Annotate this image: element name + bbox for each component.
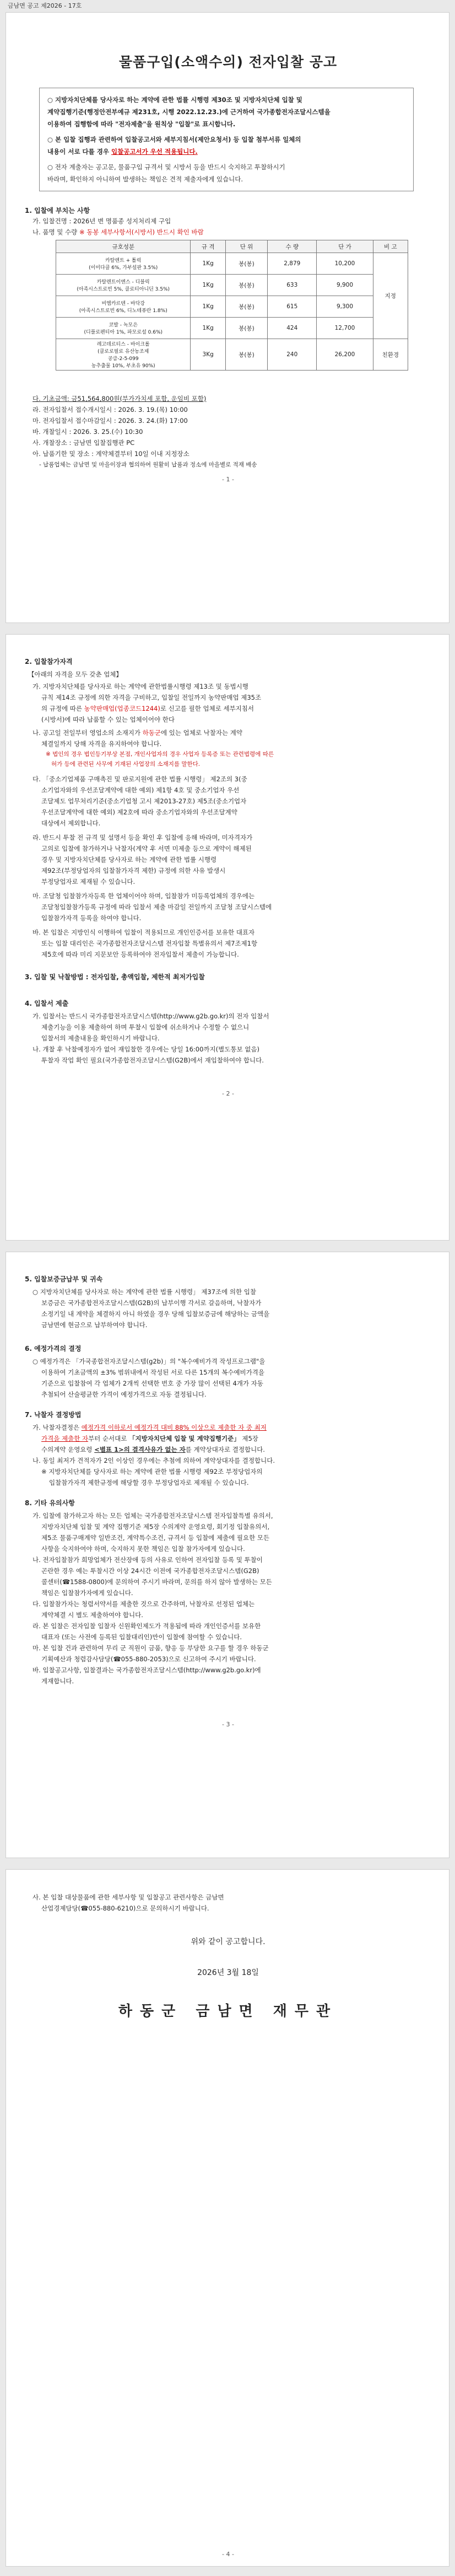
award-bold-text: 「지방자치단체 입찰 및 계약집행기준」 [129,1435,240,1442]
table-cell: 9,900 [317,275,373,296]
qual-line: 또는 입찰 대리인은 국가종합전자조달시스템 전자입찰 특별유의서 제7조제1항 [41,940,258,947]
deposit-line: 금남면에 현금으로 납부하여야 합니다. [41,1321,148,1329]
qual-line: 경우 및 지방자치단체를 당사자로 하는 계약에 관한 법률 시행령 [41,856,217,863]
opening-place: 사. 개찰장소 : 금남면 입찰집행관 PC [32,439,135,447]
submit-line: 입찰서의 제출내용을 확인하시기 바랍니다. [41,1034,160,1042]
note-line: 게재합니다. [41,1677,74,1685]
table-cell: 봉(봉) [225,318,267,339]
note-line: 지방자치단체 입찰 및 계약 집행기준 제5장 수의계약 운영요령, 회기정 입찰유의서, [41,1523,270,1531]
qualification-5 [32,890,272,924]
other-notes [32,1510,273,1687]
note-line: 마. 본 입찰 건과 관련하여 무리 군 직원이 금품, 향응 등 부당한 요구를 할 경우 하동군 [32,1644,269,1652]
table-cell: 26,200 [317,339,373,371]
submit-line: 제출기능을 이용 제출하여 하며 투찰시 입찰에 쉬소하거나 수정할 수 없으니 [41,1023,250,1031]
qual-note: ※ 법인의 경우 법인등기부상 본점, 개인사업자의 경우 사업자 등록증 또는 관련법령에 따른 [46,751,274,758]
table-cell: 9,300 [317,296,373,318]
page-title: 물품구입(소액수의) 전자입찰 공고 [118,54,338,70]
table-header: 수 량 [268,240,317,253]
award-method [32,1422,275,1488]
table-cell: 코발 - 녹모은 (디플로펜티아 1%, 파모로설 0.6%) [56,318,191,339]
submit-line: 투찰자 작업 확인 필요(국가종합전자조달시스템(G2B)에서 재입찰하여야 합니다. [41,1056,264,1064]
notice-text: ○ 본 입찰 집행과 관련하여 입찰공고서와 세부지침서(제안요청서) 등 입찰 첨부서류 일체의 [47,136,301,143]
inquiry-line: 산업경제담당(☎055-880-6210)으로 문의하시기 바랍니다. [41,1904,209,1912]
note-line: 기획예산과 청렴감사담당(☎055-880-2053)으로 신고하여 주시기 바랍니다. [41,1655,256,1663]
table-cell: 봉(봉) [225,253,267,275]
bid-submission [32,1011,269,1066]
issuer-signature: 하동군 금남면 재무관 [118,2003,338,2020]
table-header: 단 가 [317,240,373,253]
table-cell: 3Kg [191,339,225,371]
note-line: 콜센터(☎1588-0800)에 문의하여 주시기 바라며, 문의를 하지 않아 발생하는 모든 [41,1578,272,1586]
qual-line: 소기업자와의 우선조달계약에 대한 예외) 제1항 4호 및 중소기업자 우선 [41,786,240,794]
qual-line: 체결일까지 당해 자격을 유지하여야 합니다. [41,740,162,748]
delivery-terms: 아. 납품기한 및 장소 : 계약체결부터 10일 이내 지정장소 [32,450,189,458]
section-2-title: 2. 입찰참가자격 [25,658,73,666]
page-3 [6,1252,449,1858]
item-qty [32,227,204,238]
award-line: ※ 지방자치단체를 당사자로 하는 계약에 관한 법률 시행령 제92조 부정당업자의 [41,1468,263,1475]
qualification-4 [32,832,252,887]
price-line: ○ 예정가격은 「가국종합전자조달시스템(g2b)」의 "복수예비가격 작성프로그램"을 [32,1357,266,1365]
submit-line: 나. 개찰 후 낙찰예정자가 없어 재입찰한 경우에는 당일 16:00까지(별도통보 없음) [32,1045,259,1053]
doc-number: 금남면 공고 제2026 - 17호 [8,2,82,9]
table-cell: 10,200 [317,253,373,275]
estimated-price-text [32,1356,265,1400]
base-price-text: 다. 기초금액: 금51,564,800원(부가가치세 포함, 운임비 포함) [32,395,207,402]
notice-text: 바라며, 확인하지 아니하여 발생하는 책임은 견적 제출자에게 있습니다. [47,175,243,183]
table-row [56,318,408,339]
table-cell: 봉(봉) [225,275,267,296]
table-cell: 1Kg [191,275,225,296]
page-number: - 3 - [222,1721,234,1728]
table-header: 규 격 [191,240,225,253]
table-cell: 봉(봉) [225,296,267,318]
page-number: - 1 - [222,476,234,483]
award-text: 가. 낙찰자결정은 [32,1424,82,1431]
section-8-title: 8. 기타 유의사항 [25,1499,75,1507]
table-header-row [56,240,408,253]
section-5-title: 5. 입찰보증금납부 및 귀속 [25,1275,103,1283]
qual-red-text: 하동군 [142,729,161,737]
note-line: 곤란한 경우 예는 투찰시간 이상 24시간 이전에 국가종합전자조달시스템(G2B) [41,1567,259,1575]
announcement-date: 2026년 3월 18일 [197,1968,259,1977]
qual-line: 우선조달계약에 대한 예외) 제2호에 따라 중소기업자와의 우선조달계약 [41,808,237,816]
table-cell: 카탈렌트 + 톨릭 (이미다클 6%, 가부설판 3.5%) [56,253,191,275]
table-cell: 봉(봉) [225,339,267,371]
section-2-intro: 【아래의 자격을 모두 갖춘 업체】 [28,670,122,678]
award-text: 제5장 [240,1435,258,1442]
award-bold-text: <별표 1>의 결격사유가 없는 자 [94,1446,186,1453]
deposit-text [32,1286,269,1330]
notice-box [39,88,414,191]
note-line: 대표자 (또는 사전에 등록된 입찰대리인)만이 입찰에 참여할 수 있습니다. [41,1633,242,1641]
note-line: 사항을 숙지하여야 하며, 숙지하지 못한 책임은 입찰 참가자에게 있습니다. [41,1545,245,1553]
note-line: 바. 입찰공고사항, 입찰결과는 국가종합전자조달시스템(http://www.g2b.go.kr)에 [32,1666,261,1674]
qual-line: 라. 반드시 투찰 전 규격 및 설명서 등을 확인 후 입찰에 응해 바라며, 미자격자가 [32,834,253,841]
table-header: 비 고 [373,240,408,253]
qual-line: 조달제도 업무처리기준(중소기업청 고시 제2013-27호) 제5조(중소기업자 [41,797,247,805]
note-line: 다. 입찰참가자는 청렴서약서를 제출한 것으로 간주하며, 낙찰자로 선정된 업체는 [32,1600,255,1608]
table-cell: 615 [268,296,317,318]
deposit-line: 소정기일 내 계약을 체결하지 아니 하였을 경우 당해 입찰보증금에 해당하는 금액을 [41,1310,270,1318]
table-cell: 633 [268,275,317,296]
table-cell: 친환경 [373,339,408,371]
section-6-title: 6. 예정가격의 결정 [25,1345,82,1353]
open-date: 라. 전자입찰서 접수개시일시 : 2026. 3. 19.(목) 10:00 [32,406,188,414]
qual-line: 제92조(부정당업자의 입찰참가자격 제한) 규정에 의한 사유 발생시 [41,867,226,874]
doc-header [0,0,455,10]
qual-line: 제5호에 따라 미리 지문보안 등록하여야 전자입찰서 제출이 가능합니다. [41,951,239,958]
table-cell: 1Kg [191,296,225,318]
notice-text: 이용하여 집행함에 따라 "전자제출"을 원칙상 "입찰"로 표시합니다. [47,120,236,128]
qualification-3 [32,774,247,829]
note-line: 제5조 물품구매계약 일반조건, 계약특수조건, 규격서 등 입찰에 제출에 필요한 모든 [41,1534,270,1542]
qual-line [32,703,261,714]
qual-line: (시방서)에 따라 납품할 수 있는 업체이어야 한다 [41,716,175,723]
table-cell: 240 [268,339,317,371]
qualification-6 [32,927,257,960]
award-line [32,1444,275,1455]
page-2 [6,634,449,1241]
notice-red-text: 입찰공고서가 우선 적용됩니다. [111,148,198,155]
table-header: 규호성분 [56,240,191,253]
table-header: 단 위 [225,240,267,253]
deposit-line: 보증금은 국가종합전자조달시스템(G2B)의 납부이행 각서로 갈음하며, 낙찰자가 [41,1299,262,1307]
award-line: 입찰참가자격 제한규정에 해당할 경우 부정당업자로 제재될 수 있습니다. [49,1479,249,1486]
page-number: - 2 - [222,1090,234,1097]
table-cell: 레고데르티스 - 바이크롤 (클로로필로 유산농조제 공급-2-5-099 농추출물 10%, 부초유 90%) [56,339,191,371]
award-line: 나. 동일 최저가 견적자가 2인 이상인 경우에는 추첨에 의하여 계약상대자를 결정합니다. [32,1457,275,1464]
table-cell: 카탈렌트이엔스 - 디블릭 (아족시스트로빈 5%, 클로티아니딘 3.5%) [56,275,191,296]
opening-date: 바. 개찰일시 : 2026. 3. 25.(수) 10:30 [32,428,143,436]
qual-line: 바. 본 입찰은 지방인식 이행하여 입찰이 적용되므로 개인인증서를 보유한 대표자 [32,929,255,936]
page-1 [6,12,449,623]
close-date: 마. 전자입찰서 접수마감일시 : 2026. 3. 24.(화) 17:00 [32,417,188,425]
notice-text: 내용이 서로 다를 경우 [47,148,111,155]
delivery-note: - 납품업체는 금남면 및 마을이장과 협의하여 원활히 납품과 정소에 마을별로 적재 배송 [39,461,257,468]
item-name: 가. 입찰건명 : 2026년 변 명품종 성지처리제 구입 [32,217,171,225]
note-line: 나. 전자입찰참가 희망업체가 전산장애 등의 사유로 인하여 전자입찰 등록 및 투찰이 [32,1556,263,1564]
section-7-title: 7. 낙찰자 결정방법 [25,1411,82,1419]
inquiry-line: 사. 본 입찰 대상물품에 관한 세부사항 및 입찰공고 관련사항은 금남면 [32,1893,224,1901]
section-1-title: 1. 입찰에 부치는 사항 [25,207,90,214]
table-cell: 1Kg [191,318,225,339]
qual-line: 대상에서 제외합니다. [41,819,101,827]
notice-text: ○ 지방자치단체를 당사자로 하는 계약에 관한 법률 시행령 제30조 및 지방자치단체 입찰 및 [47,96,302,104]
note-line: 책임은 입찰참가자에게 있습니다. [41,1589,133,1597]
page-number: - 4 - [222,2551,234,2558]
qual-line: 다. 「중소기업제품 구매촉진 및 판로지원에 관한 법률 시행령」 제2조의 3(중 [32,775,247,783]
base-price [32,393,206,404]
award-red-text: 예정가격 이하로서 예정가격 대비 88% 이상으로 제출한 자 중 최저 [81,1424,267,1431]
note-line: 라. 본 입찰은 전자입찰 입찰자 신원확인제도가 적용됨에 따라 개인인증서를 보유한 [32,1622,261,1630]
qual-text: 의 규정에 따른 [41,705,84,712]
item-qty-label: 나. 품명 및 수량 [32,228,79,236]
price-line: 이용하여 기초금액의 ±3% 범위내에서 작성된 서로 다른 15개의 복수예비가격을 [41,1368,265,1376]
award-text: 를 계약상대자로 결정합니다. [185,1446,265,1453]
qual-line: 마. 조달청 입찰참가자등록 한 업체이어야 하며, 입찰참가 미등록업체의 경우에는 [32,892,255,900]
qual-note: 허가 등에 관련된 사무에 기재된 사업장의 소재지를 말한다. [51,761,201,768]
note-line: 계약체결 시 별도 제출하여야 합니다. [41,1611,143,1619]
award-line [32,1433,275,1444]
notice-text: 계약집행기준(행정안전부예규 제231호, 시행 2022.12.23.)에 근거하여 국가종합전자조달시스템을 [47,108,331,116]
table-row [56,296,408,318]
table-cell: 2,879 [268,253,317,275]
qual-line: 조달청입찰참가등록 규정에 따라 입찰서 제출 마감일 전일까지 조달청 조달시스템에 [41,903,272,911]
table-row [56,339,408,371]
page-4 [6,1869,449,2567]
qual-text: 에 있는 업체로 낙찰자는 계약 [161,729,242,737]
qualification-1 [32,681,261,725]
qual-text: 나. 공고일 전일부터 영업소의 소재지가 [32,729,143,737]
table-cell: 424 [268,318,317,339]
notice-text: ○ 전자 계출자는 공고문, 물품구입 규격서 및 시방서 등을 반드시 숙지하고 투찰하시기 [47,163,285,171]
award-red-text: 가격을 제출한 자 [41,1435,89,1442]
table-cell: 비엠카르텐 - 바닥강 (아족시스트로빈 6%, 디노테퓨란 1.8%) [56,296,191,318]
item-qty-note: ※ 동봉 세부사항서(시방서) 반드시 확인 바람 [79,228,204,236]
qual-text: 로 신고를 필한 업체로 세부지침서 [160,705,254,712]
qual-line: 입찰참가자격 등록을 하여야 합니다. [41,914,142,922]
qual-line: 가. 지방자치단체를 당사자로 하는 계약에 관한법률시행령 제13조 및 동법시행 [32,683,248,690]
table-row [56,253,408,275]
submit-line: 가. 입찰서는 반드시 국가종합전자조달시스템(http://www.g2b.go.kr)의 전자 입찰서 [32,1012,269,1020]
qualification-2 [32,727,274,769]
items-table [56,240,408,371]
qual-line: 규칙 제14조 규정에 의한 자격을 구비하고, 입찰일 전일까지 농약판매업 제35조 [41,694,262,701]
section-3-title: 3. 입찰 및 낙찰방법 : 전자입찰, 총액입찰, 제한적 최저가입찰 [25,973,205,981]
closing-text: 위와 같이 공고합니다. [191,1938,266,1946]
section-4-title: 4. 입찰서 제출 [25,1000,69,1007]
price-line: 기준으로 입찰참여 각 업체가 2개씩 선택한 번호 중 가장 많이 선택된 4개가 자동 [41,1380,263,1387]
inquiry-text [32,1892,224,1914]
qual-line [32,727,274,738]
award-text: 부터 순서대로 [88,1435,129,1442]
qual-line: 부정당업자로 제재될 수 있습니다. [41,878,136,886]
table-row [56,275,408,296]
price-line: 추첨되어 산술평균한 가격이 예정가격으로 자동 결정됩니다. [41,1391,207,1398]
deposit-line: ○ 지방자치단체를 당사자로 하는 계약에 관한 법률 시행령」 제37조에 의한 입찰 [32,1288,256,1296]
table-cell: 지정 [373,253,408,339]
qual-line: 고의로 입찰에 참가하거나 낙찰자(계약 후 서면 미제출 등으로 계약이 해제된 [41,845,252,852]
award-text: 수의계약 운영요령 [41,1446,95,1453]
qual-red-text: 농약판매업(업종코드1244) [84,705,160,712]
table-cell: 1Kg [191,253,225,275]
note-line: 가. 입찰에 참가하고자 하는 모든 업체는 국가종합전자조달시스템 전자입찰특별 유의서, [32,1512,273,1520]
table-cell: 12,700 [317,318,373,339]
award-line [32,1422,275,1433]
